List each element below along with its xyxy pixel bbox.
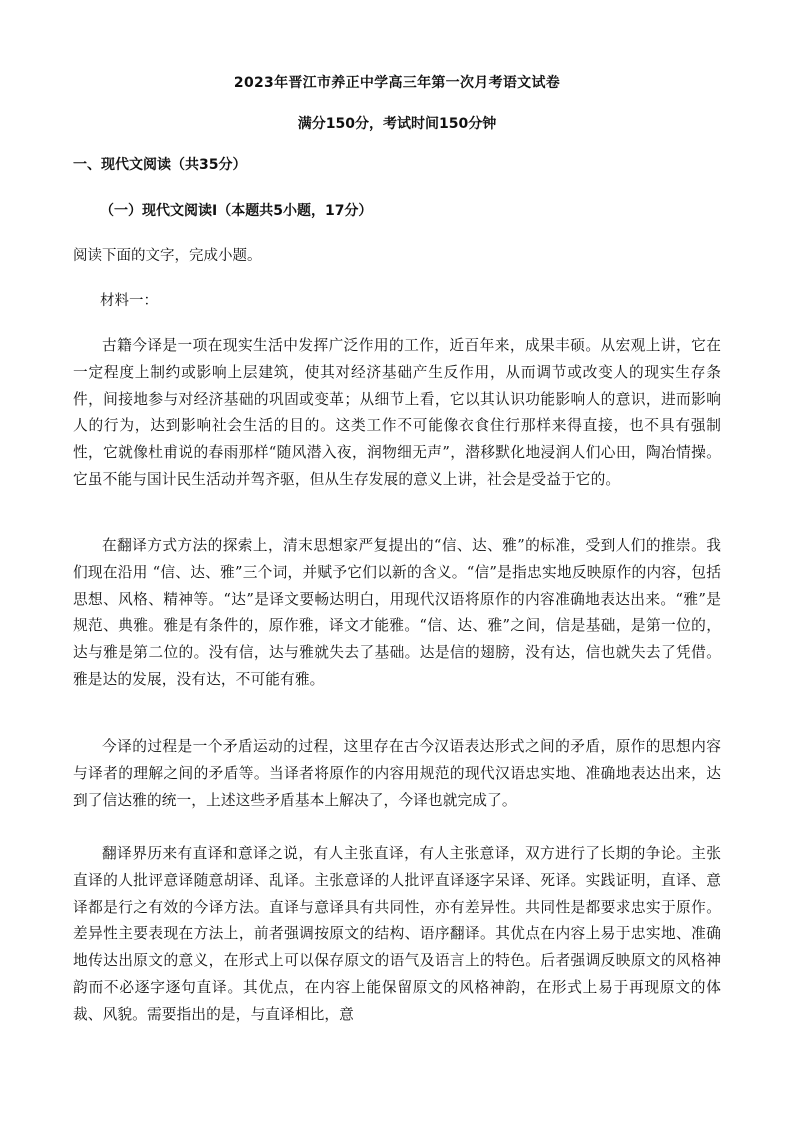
paragraph-1: 古籍今译是一项在现实生活中发挥广泛作用的工作，近百年来，成果丰硕。从宏观上讲，它在一定程度上制约或影响上层建筑，使其对经济基础产生反作用，从而调节或改变人的现实生存条件，间接地参与对经济基础的巩固或变革；从细节上看，它以其认识功能影响人的意识，进而影响人的行为，达到影响社会生活的目的。这类工作不可能像衣食住行那样来得直接，也不具有强制性，它就像杜甫说的春雨那样“随风潜入夜，润物细无声”，潜移默化地浸润人们心田，陶冶情操。它虽不能与国计民生活动并驾齐驱，但从生存发展的意义上讲，社会是受益于它的。	[73, 337, 721, 488]
section-subheading: （一）现代文阅读Ⅰ（本题共5小题，17分）	[100, 203, 373, 219]
reading-instruction: 阅读下面的文字，完成小题。	[73, 248, 262, 264]
paragraph-3: 今译的过程是一个矛盾运动的过程，这里存在古今汉语表达形式之间的矛盾，原作的思想内容与译者的理解之间的矛盾等。当译者将原作的内容用规范的现代汉语忠实地、准确地表达出来，达到了信达雅的统一，上述这些矛盾基本上解决了，今译也就完成了。	[73, 738, 721, 809]
section-heading: 一、现代文阅读（共35分）	[73, 157, 247, 173]
exam-title: 2023年晋江市养正中学高三年第一次月考语文试卷	[233, 75, 561, 91]
paragraph-2: 在翻译方式方法的探索上，清末思想家严复提出的“信、达、雅”的标准，受到人们的推崇。我们现在沿用 “信、达、雅”三个词，并赋予它们以新的含义。“信”是指忠实地反映原作的内容，包括思想、风格、精神等。“达”是译文要畅达明白，用现代汉语将原作的内容准确地表达出来。“雅”是规范、典雅。雅是有条件的，原作雅，译文才能雅。“信、达、雅”之间，信是基础，是第一位的，达与雅是第二位的。没有信，达与雅就失去了基础。达是信的翅膀，没有达，信也就失去了凭借。雅是达的发展，没有达，不可能有雅。	[73, 537, 721, 688]
material-label: 材料一：	[100, 293, 158, 309]
paragraph-4: 翻译界历来有直译和意译之说，有人主张直译，有人主张意译，双方进行了长期的争论。主张直译的人批评意译随意胡译、乱译。主张意译的人批评直译逐字呆译、死译。实践证明，直译、意译都是行之有效的今译方法。直译与意译具有共同性，亦有差异性。共同性是都要求忠实于原作。差异性主要表现在方法上，前者强调按原文的结构、语序翻译。其优点在内容上易于忠实地、准确地传达出原文的意义，在形式上可以保存原文的语气及语言上的特色。后者强调反映原文的风格神韵而不必逐字逐句直译。其优点，在内容上能保留原文的风格神韵，在形式上易于再现原文的体裁、风貌。需要指出的是，与直译相比，意	[73, 845, 721, 1023]
exam-subtitle: 满分150分，考试时间150分钟	[297, 116, 497, 132]
